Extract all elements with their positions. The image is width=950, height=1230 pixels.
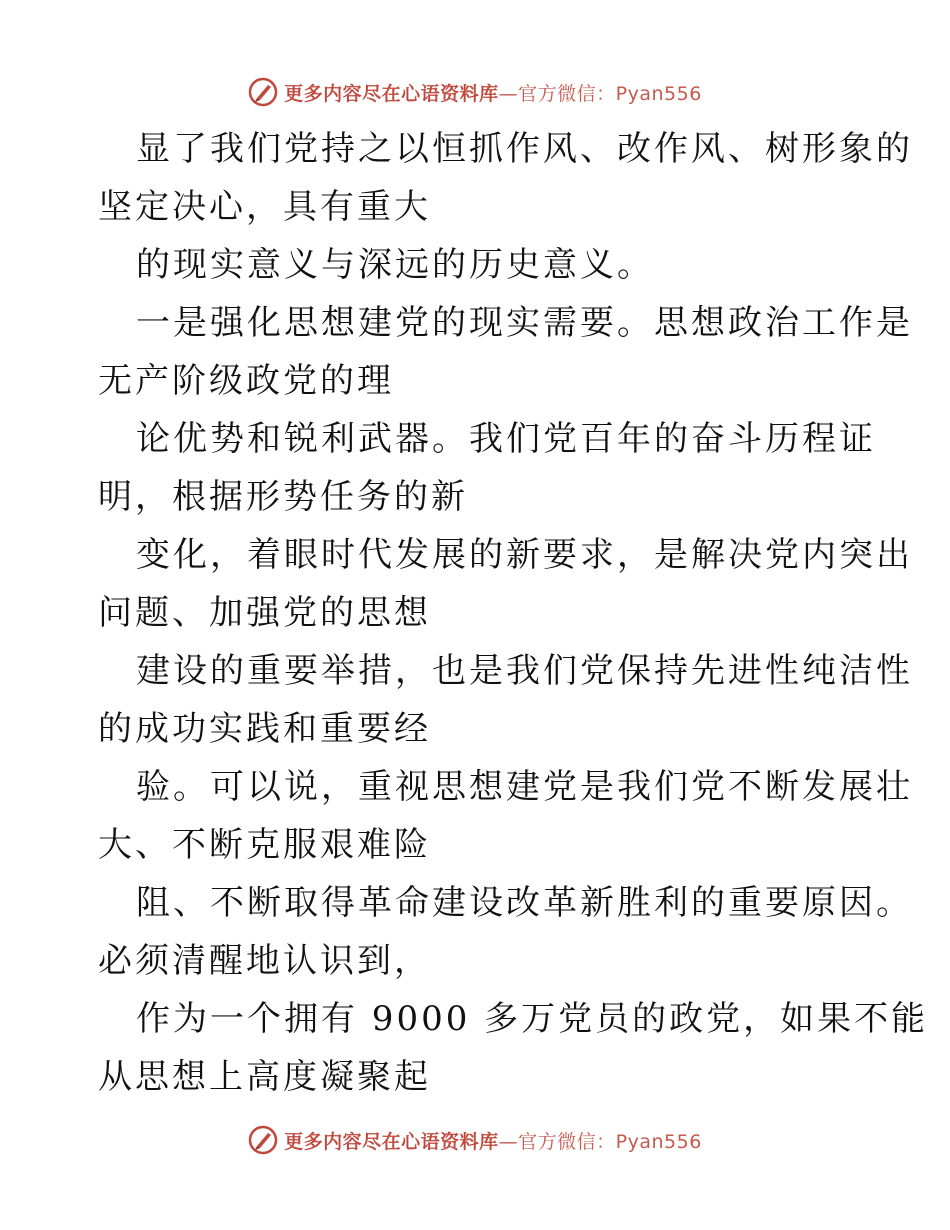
quill-pen-logo-icon [248, 1125, 278, 1155]
text-line: 阻、不断取得革命建设改革新胜利的重要原因。 [136, 883, 913, 923]
text-line: 明，根据形势任务的新 [98, 477, 468, 517]
watermark-wechat: 官方微信：Pyan556 [518, 1130, 702, 1153]
watermark-wechat: 官方微信：Pyan556 [518, 82, 702, 105]
text-line: 无产阶级政党的理 [98, 361, 394, 401]
quill-pen-logo-icon [248, 77, 278, 107]
text-line: 坚定决心，具有重大 [98, 187, 431, 227]
watermark-separator: — [498, 82, 519, 105]
text-line: 必须清醒地认识到， [98, 941, 431, 981]
watermark-brand: 更多内容尽在心语资料库 [284, 1130, 499, 1153]
text-line: 建设的重要举措，也是我们党保持先进性纯洁性 [136, 651, 913, 691]
watermark-text [284, 79, 702, 106]
text-line: 的现实意义与深远的历史意义。 [136, 245, 654, 285]
text-line: 从思想上高度凝聚起 [98, 1057, 431, 1097]
text-line: 一是强化思想建党的现实需要。思想政治工作是 [136, 303, 913, 343]
text-line: 验。可以说，重视思想建党是我们党不断发展壮 [136, 767, 913, 807]
text-line: 问题、加强党的思想 [98, 593, 431, 633]
footer-watermark [0, 1120, 950, 1160]
text-line: 论优势和锐利武器。我们党百年的奋斗历程证 [136, 419, 876, 459]
watermark-brand: 更多内容尽在心语资料库 [284, 82, 499, 105]
header-watermark [0, 72, 950, 112]
text-line: 显了我们党持之以恒抓作风、改作风、树形象的 [136, 129, 913, 169]
text-line: 的成功实践和重要经 [98, 709, 431, 749]
text-line: 大、不断克服艰难险 [98, 825, 431, 865]
watermark-text [284, 1127, 702, 1154]
text-line: 作为一个拥有 9000 多万党员的政党，如果不能 [136, 999, 929, 1039]
watermark-separator: — [498, 1130, 519, 1153]
text-line: 变化，着眼时代发展的新要求，是解决党内突出 [136, 535, 913, 575]
